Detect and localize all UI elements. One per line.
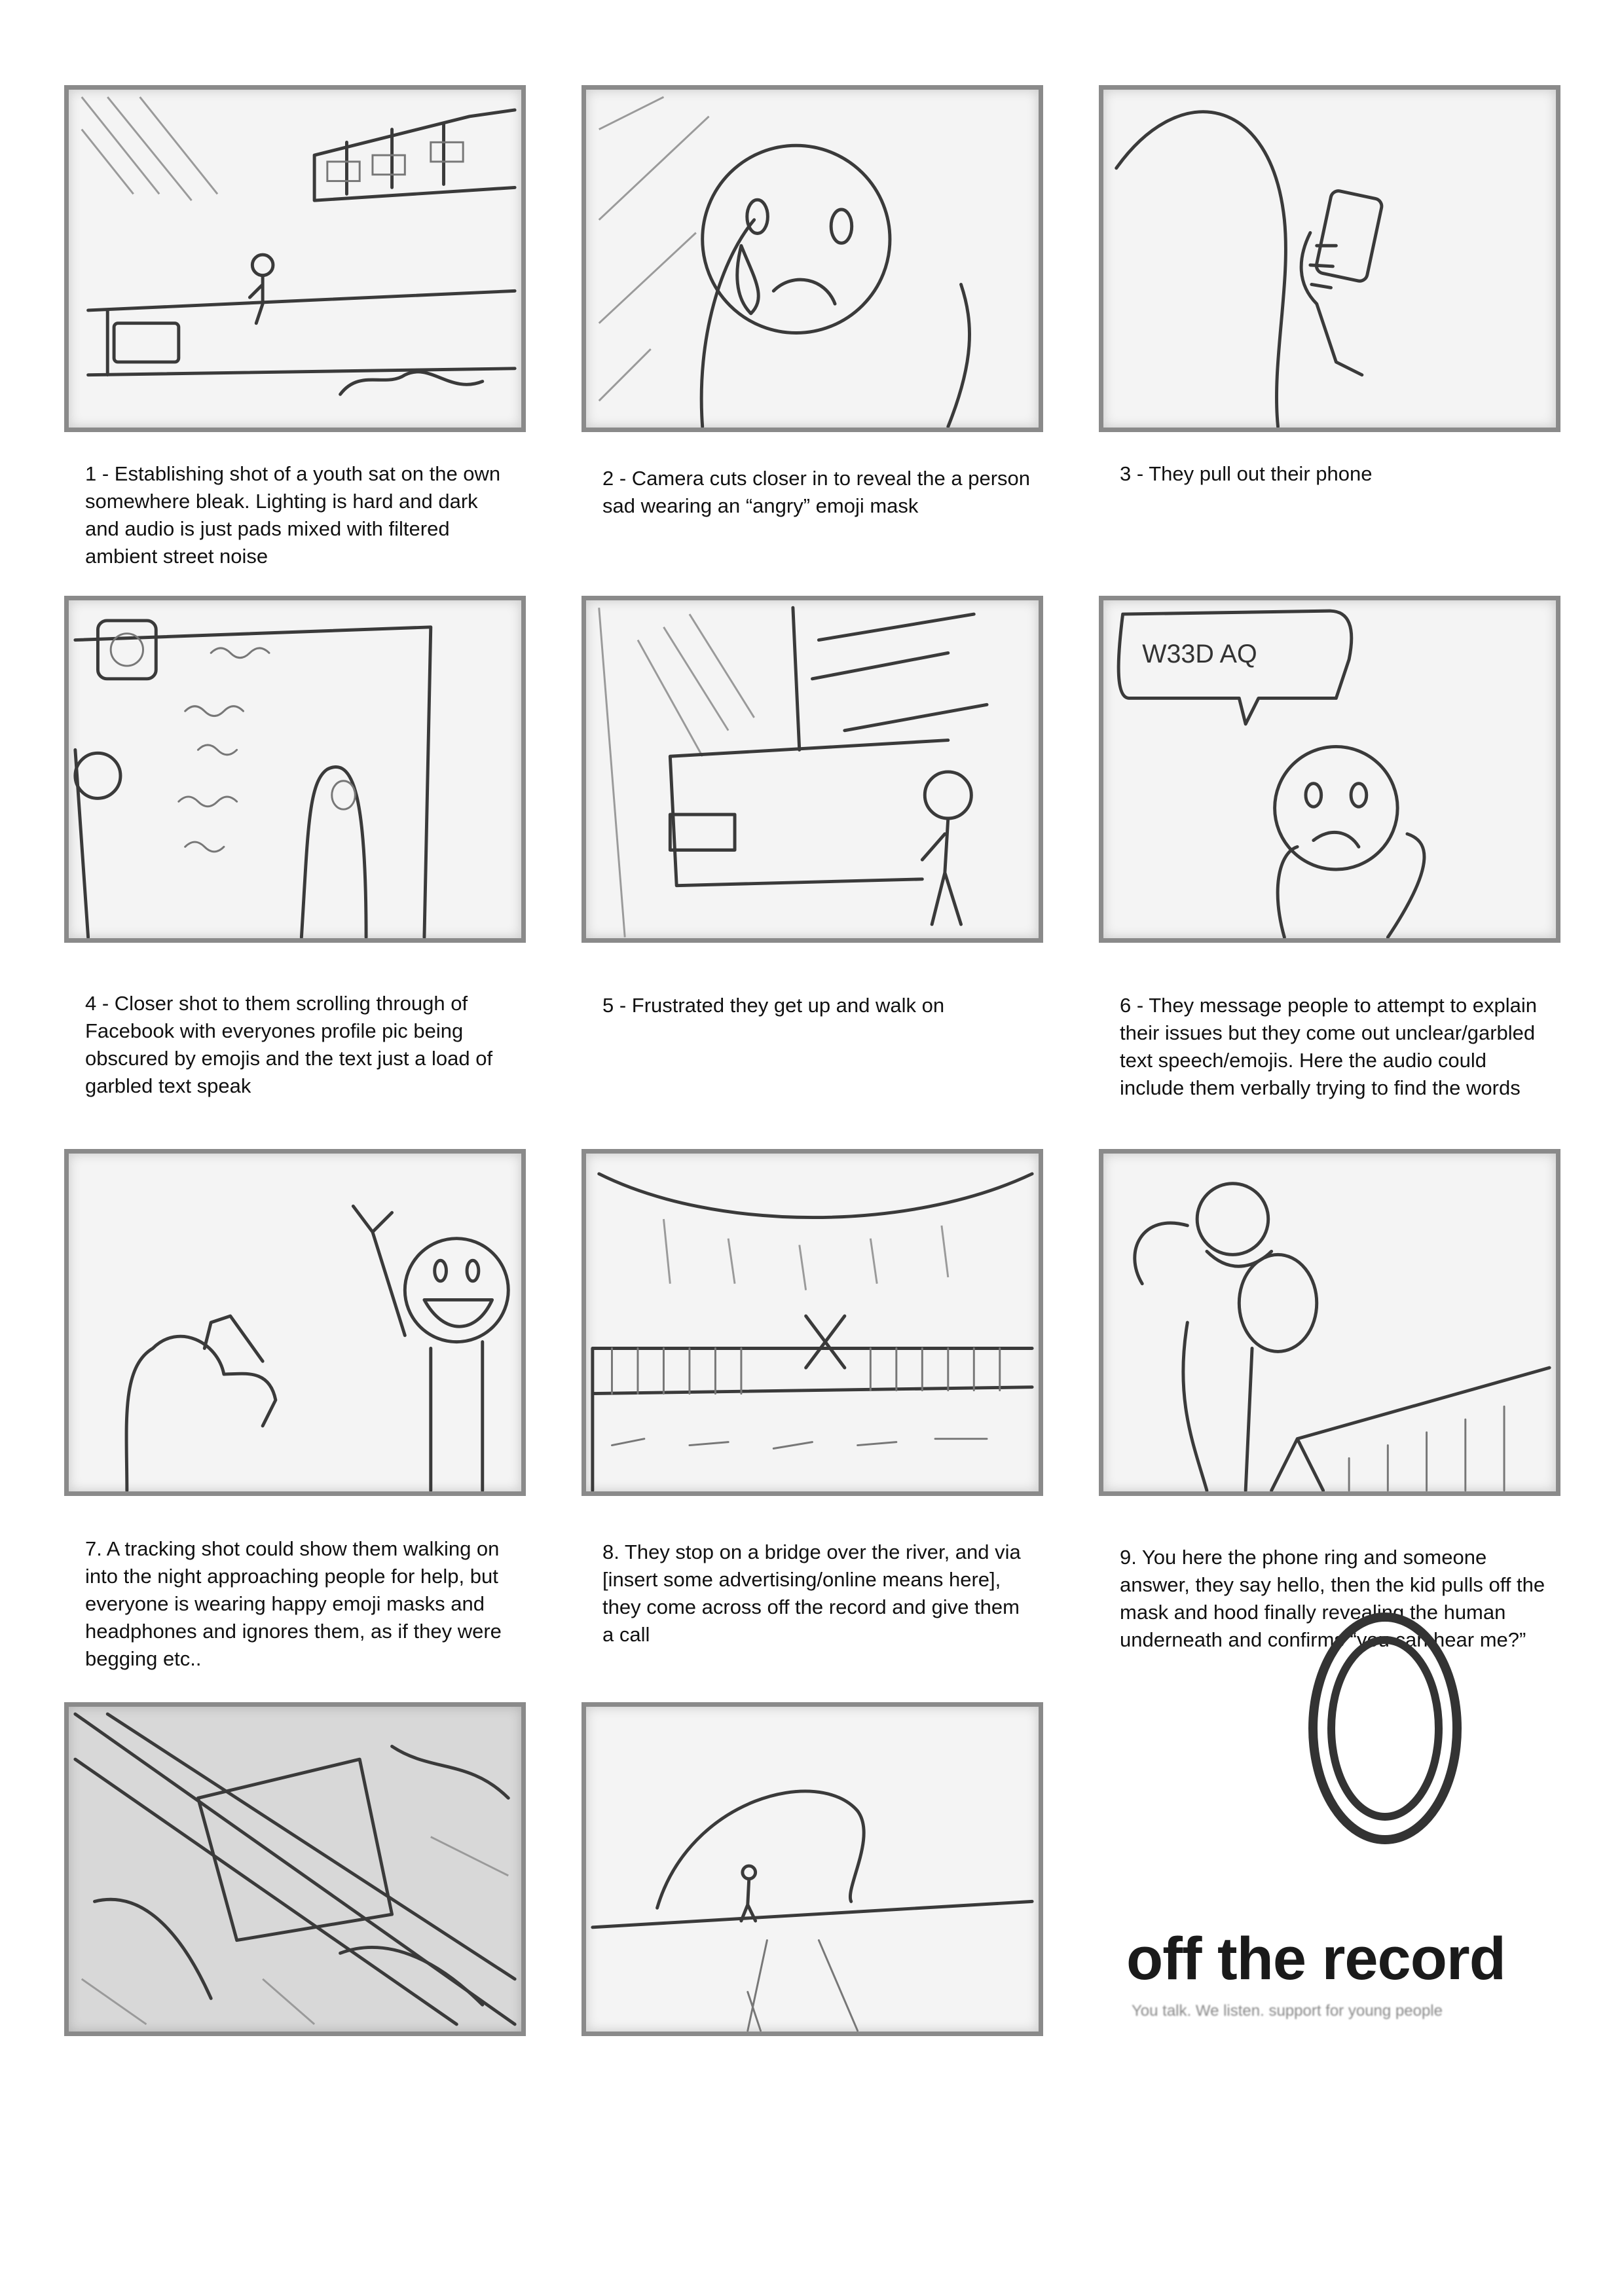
storyboard-panel-1 — [64, 85, 526, 432]
storyboard-panel-7 — [64, 1149, 526, 1496]
panel-3-sketch — [1103, 90, 1556, 428]
storyboard-panel-11 — [581, 1702, 1043, 2036]
storyboard-panel-6 — [1099, 596, 1560, 943]
panel-6-caption: 6 - They message people to attempt to explain their issues but they come out unclear/garbled text speech/emojis. Here the audio could include them verbally trying to find the words — [1120, 994, 1538, 1099]
panel-1-sketch — [69, 90, 521, 428]
storyboard-panel-5 — [581, 596, 1043, 943]
storyboard-panel-9 — [1099, 1149, 1560, 1496]
speech-bubble-text: W33D AQ — [1142, 640, 1257, 669]
storyboard-panel-10 — [64, 1702, 526, 2036]
storyboard-panel-3 — [1099, 85, 1560, 432]
panel-8-caption: 8. They stop on a bridge over the river, and via [insert some advertising/online means here], they come across off the record and give them a call — [602, 1540, 1021, 1646]
storyboard-panel-4 — [64, 596, 526, 943]
storyboard-panel-8 — [581, 1149, 1043, 1496]
panel-7-caption: 7. A tracking shot could show them walking on into the night approaching people for help, but everyone is wearing happy emoji masks and headphones and ignores them, as if they were begging etc.. — [85, 1537, 502, 1670]
panel-5-sketch — [586, 600, 1039, 938]
panel-5-caption: 5 - Frustrated they get up and walk on — [602, 994, 945, 1017]
storyboard-panel-2 — [581, 85, 1043, 432]
panel-4-caption: 4 - Closer shot to them scrolling through of Facebook with everyones profile pic being obscured by emojis and the text just a load of garbled text speak — [85, 992, 493, 1097]
panel-11-sketch — [586, 1707, 1039, 2032]
panel-2-caption: 2 - Camera cuts closer in to reveal the a person sad wearing an “angry” emoji mask — [602, 467, 1031, 517]
panel-1-caption: 1 - Establishing shot of a youth sat on the own somewhere bleak. Lighting is hard and dark and audio is just pads mixed with filtered ambient street noise — [85, 462, 501, 568]
logo-ring-icon — [1303, 1607, 1467, 1850]
panel-7-sketch — [69, 1154, 521, 1491]
logo-title: off the record — [1126, 1925, 1505, 1992]
panel-4-sketch — [69, 600, 521, 938]
panel-10-sketch — [69, 1707, 521, 2032]
panel-2-sketch — [586, 90, 1039, 428]
panel-9-caption: 9. You here the phone ring and someone answer, they say hello, then the kid pulls off the mask and hood finally revealing the human underneath and confirms “you can hear me?” — [1120, 1546, 1545, 1651]
panel-6-sketch — [1103, 600, 1556, 938]
logo-tagline: You talk. We listen. support for young people — [1132, 2002, 1443, 2020]
panel-8-sketch — [586, 1154, 1039, 1491]
panel-9-sketch — [1103, 1154, 1556, 1491]
panel-3-caption: 3 - They pull out their phone — [1120, 462, 1373, 485]
